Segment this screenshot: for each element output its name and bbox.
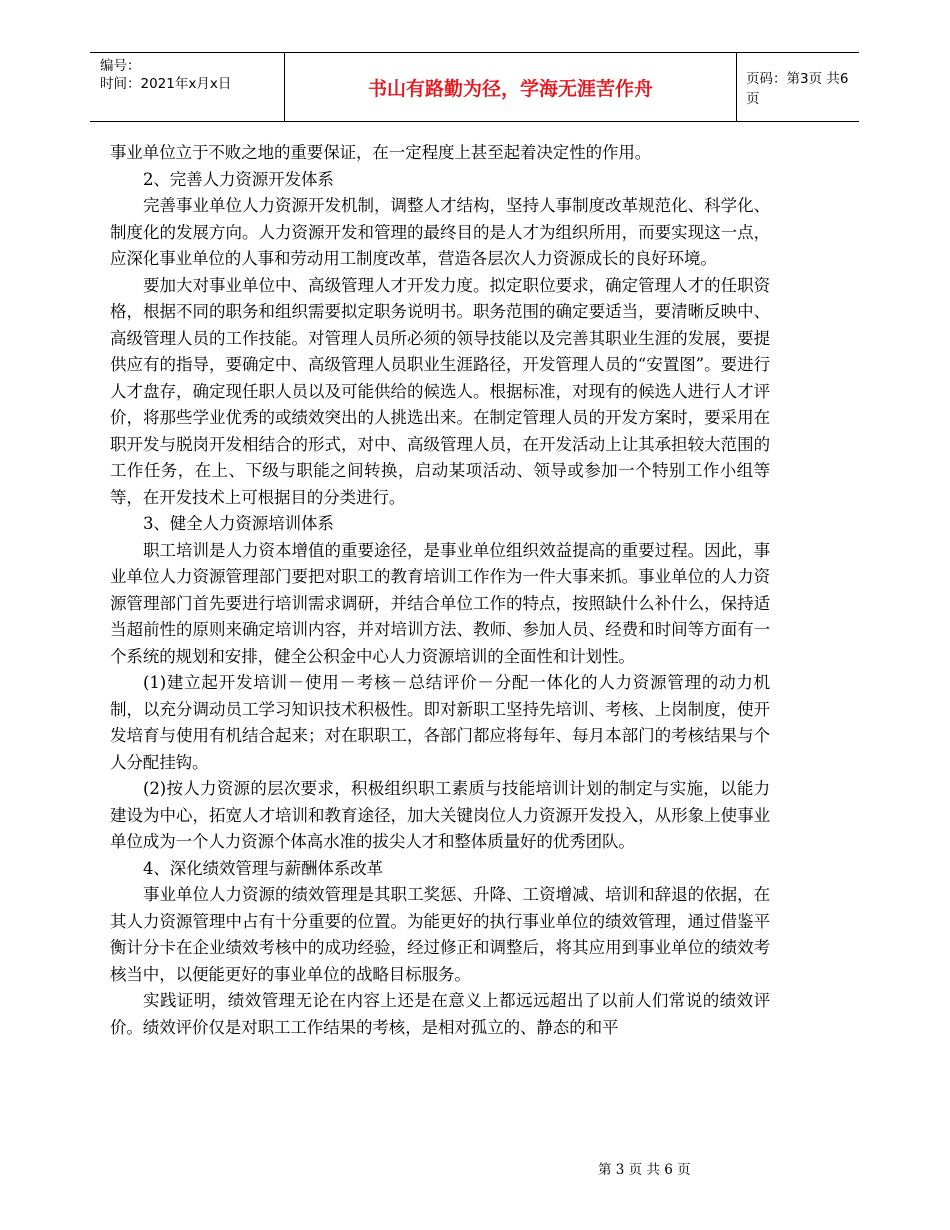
header-motto: 书山有路勤为径，学海无涯苦作舟 bbox=[284, 53, 737, 121]
paragraph: 实践证明，绩效管理无论在内容上还是在意义上都远远超出了以前人们常说的绩效评价。绩效评价仅是对职工工作结果的考核，是相对孤立的、静态的和平 bbox=[110, 991, 770, 1037]
paragraph: 要加大对事业单位中、高级管理人才开发力度。拟定职位要求，确定管理人才的任职资格，根据不同的职务和组织需要拟定职务说明书。职务范围的确定要适当，要清晰反映中、高级管理人员的工作技能。对管理人员所必须的领导技能以及完善其职业生涯的发展，要提供应有的指导，要确定中、高级管理人员职业生涯路径，开发管理人员的“安置图”。要进行人才盘存，确定现任职人员以及可能供给的候选人。根据标准，对现有的候选人进行人才评价，将那些学业优秀的或绩效突出的人挑选出来。在制定管理人员的开发方案时，要采用在职开发与脱岗开发相结合的形式，对中、高级管理人员，在开发活动上让其承担较大范围的工作任务，在上、下级与职能之间转换，启动某项活动、领导或参加一个特别工作小组等等，在开发技术上可根据目的分类进行。 bbox=[110, 275, 770, 507]
paragraph: 事业单位人力资源的绩效管理是其职工奖惩、升降、工资增减、培训和辞退的依据，在其人力资源管理中占有十分重要的位置。为能更好的执行事业单位的绩效管理，通过借鉴平衡计分卡在企业绩效考核中的成功经验，经过修正和调整后，将其应用到事业单位的绩效考核当中，以便能更好的事业单位的战略目标服务。 bbox=[110, 885, 770, 984]
header-meta bbox=[100, 57, 280, 93]
numbered-item-1: (1)建立起开发培训－使用－考核－总结评价－分配一体化的人力资源管理的动力机制，以充分调动员工学习知识技术积极性。即对新职工坚持先培训、考核、上岗制度，使开发培育与使用有机结合起来；对在职职工，各部门都应将每年、每月本部门的考核结果与个人分配挂钩。 bbox=[110, 673, 770, 772]
section-heading-3: 3、健全人力资源培训体系 bbox=[143, 514, 334, 533]
document-number-label: 编号： bbox=[100, 58, 141, 74]
section-heading-2: 2、完善人力资源开发体系 bbox=[143, 169, 334, 189]
section-heading-4: 4、深化绩效管理与薪酬体系改革 bbox=[143, 858, 383, 878]
page-header bbox=[90, 52, 859, 122]
paragraph-continuation: 事业单位立于不败之地的重要保证，在一定程度上甚至起着决定性的作用。 bbox=[110, 143, 652, 162]
paragraph: 完善事业单位人力资源开发机制，调整人才结构，坚持人事制度改革规范化、科学化、制度化的发展方向。人力资源开发和管理的最终目的是人才为组织所用，而要实现这一点，应深化事业单位的人事和劳动用工制度改革，营造各层次人力资源成长的良好环境。 bbox=[110, 196, 770, 268]
paragraph: 职工培训是人力资本增值的重要途径，是事业单位组织效益提高的重要过程。因此，事业单位人力资源管理部门要把对职工的教育培训工作作为一件大事来抓。事业单位的人力资源管理部门首先要进行培训需求调研，并结合单位工作的特点，按照缺什么补什么，保持适当超前性的原则来确定培训内容，并对培训方法、教师、参加人员、经费和时间等方面有一个系统的规划和安排，健全公积金中心人力资源培训的全面性和计划性。 bbox=[110, 540, 770, 666]
document-time-label: 时间：2021年x月x日 bbox=[100, 76, 232, 92]
page-footer: 第 3 页 共 6 页 bbox=[598, 1162, 691, 1178]
document-body bbox=[110, 140, 770, 1041]
numbered-item-2: (2)按人力资源的层次要求，积极组织职工素质与技能培训计划的制定与实施，以能力建设为中心，拓宽人才培训和教育途径，加大关键岗位人力资源开发投入，从形象上使事业单位成为一个人力资源个体高水准的拔尖人才和整体质量好的优秀团队。 bbox=[110, 779, 770, 851]
header-page-label: 页码：第3页 共6页 bbox=[746, 71, 849, 107]
